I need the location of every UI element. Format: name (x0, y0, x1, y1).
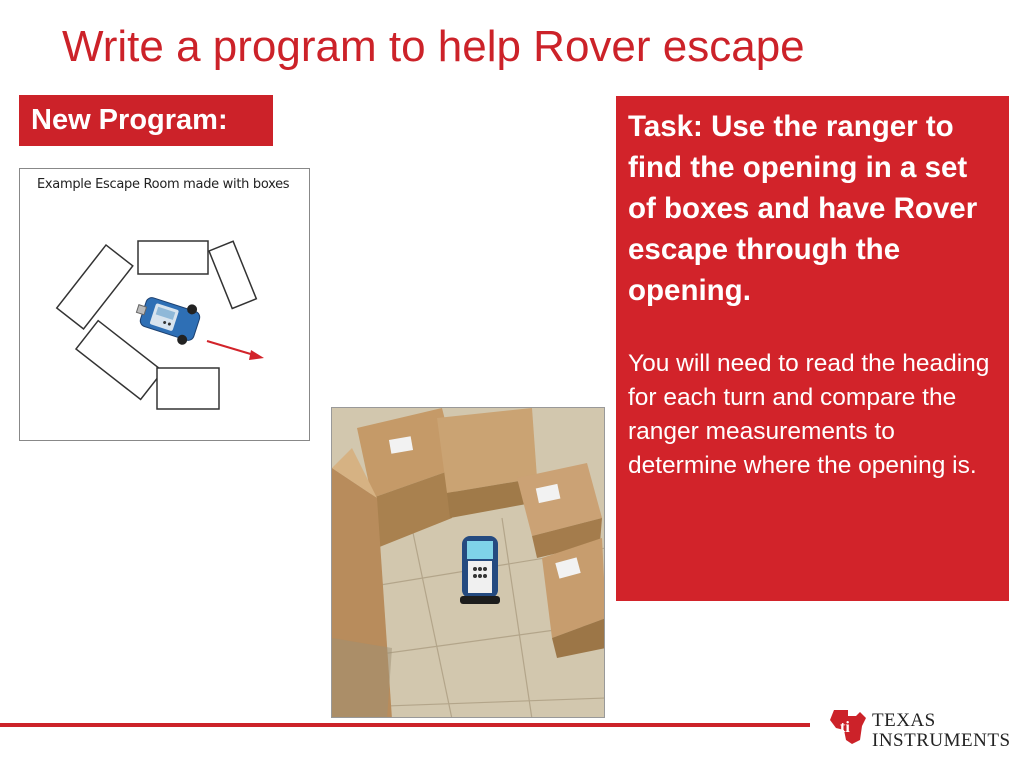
texas-instruments-logo (826, 706, 1011, 751)
box-bottom (157, 368, 219, 409)
task-panel (616, 96, 1009, 601)
logo-text-texas: TEXAS (872, 710, 936, 731)
svg-text:ti: ti (840, 719, 850, 736)
diagram-caption: Example Escape Room made with boxes (37, 177, 290, 192)
direction-arrow (207, 341, 254, 355)
photo-scene (332, 408, 605, 718)
escape-room-diagram (19, 168, 310, 441)
box-right (209, 241, 256, 308)
box-top (138, 241, 208, 274)
arrow-head (249, 350, 264, 360)
new-program-label: New Program: (19, 95, 273, 146)
diagram-drawing (20, 169, 311, 442)
ti-logo-icon (826, 706, 868, 748)
logo-text-instruments: INSTRUMENTS (872, 730, 1011, 751)
task-heading: Task: Use the ranger to find the opening in a set of boxes and have Rover escape through the opening. (628, 110, 978, 307)
rover-boxes-photo (331, 407, 605, 718)
box-left-upper (57, 245, 133, 329)
slide-title: Write a program to help Rover escape (62, 22, 805, 71)
task-body: You will need to read the heading for each turn and compare the ranger measurements to determine where the opening is. (628, 350, 990, 479)
box-left-lower (76, 321, 163, 400)
footer-divider (0, 723, 810, 727)
rover-icon (131, 289, 203, 348)
